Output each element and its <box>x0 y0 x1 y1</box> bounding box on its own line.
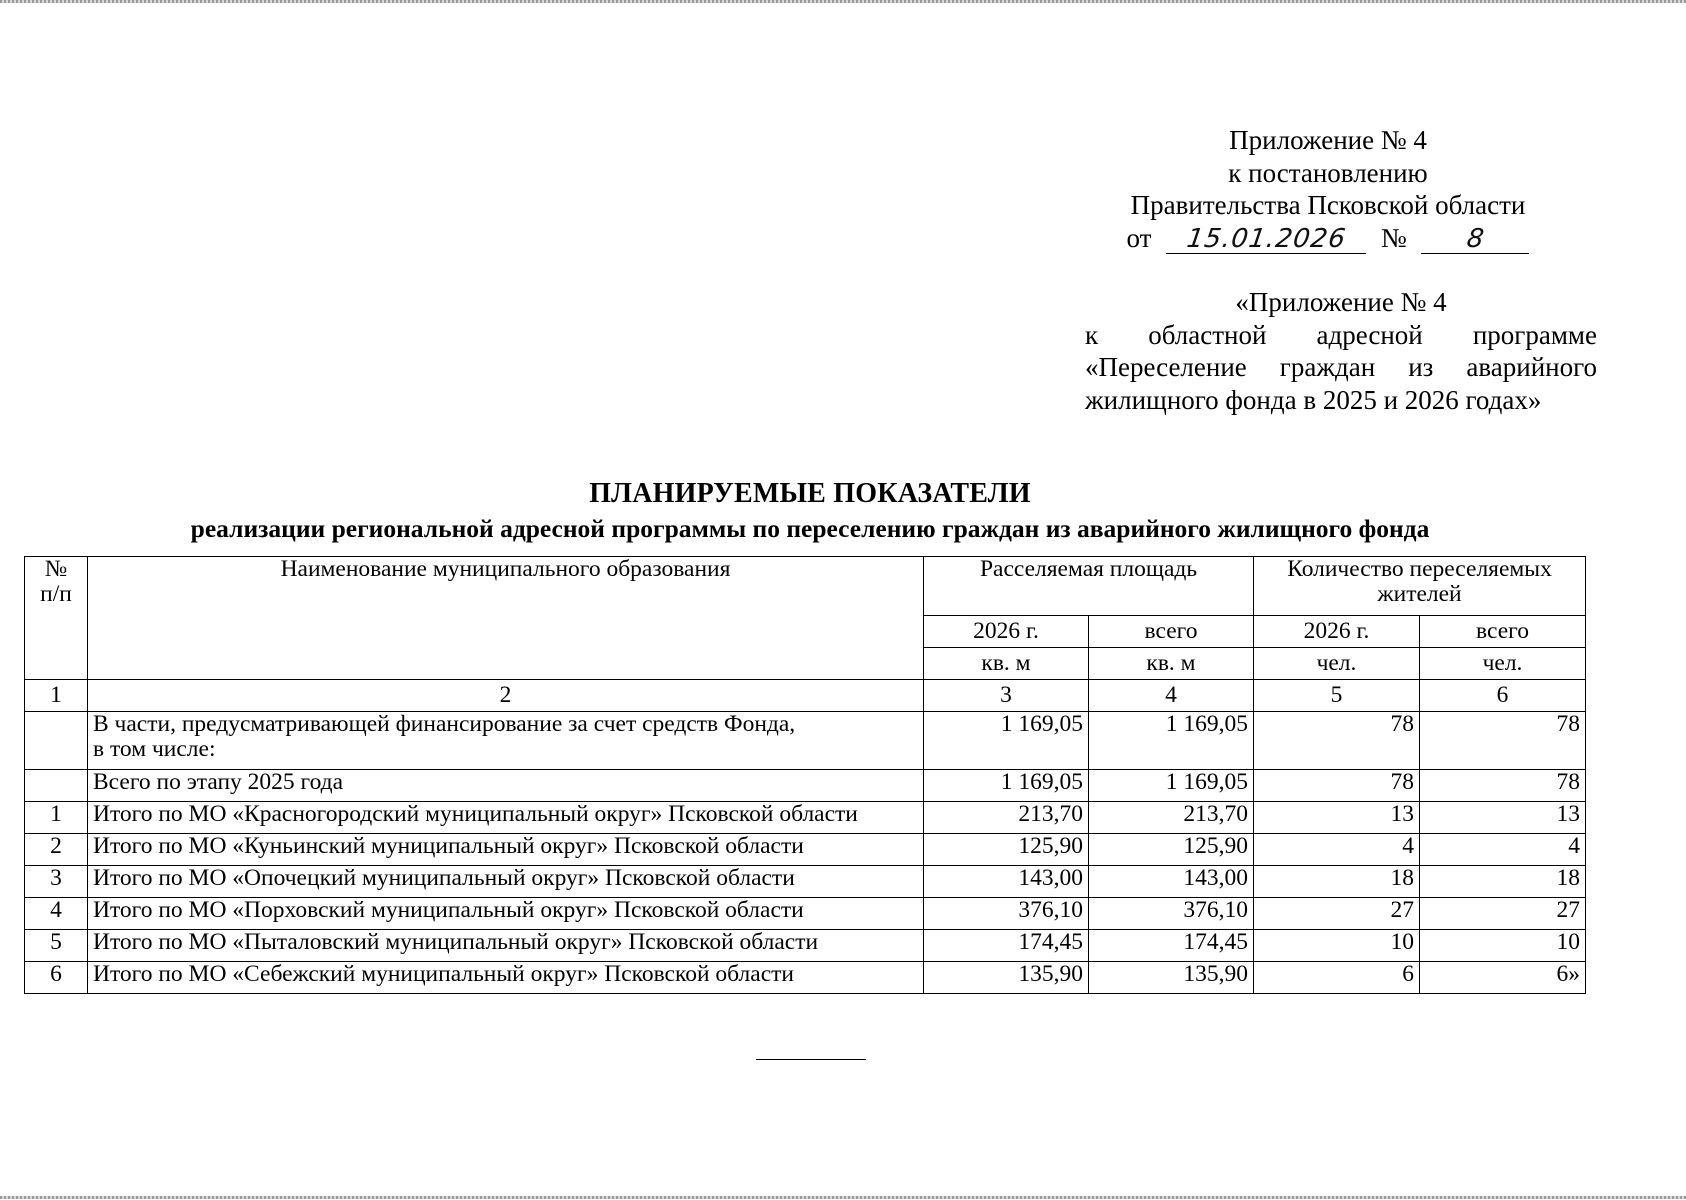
cell-people-year: 78 <box>1254 770 1420 802</box>
cell-area-year: 213,70 <box>924 802 1089 834</box>
cell-people-total: 13 <box>1420 802 1586 834</box>
approval-block <box>1108 124 1548 254</box>
document-subtitle: реализации региональной адресной программы по переселению граждан из аварийного жилищного фонда <box>190 514 1430 543</box>
table-row <box>25 898 1586 930</box>
document-title: ПЛАНИРУЕМЫЕ ПОКАЗАТЕЛИ <box>589 478 1031 509</box>
column-index: 4 <box>1089 680 1254 712</box>
table-row <box>25 834 1586 866</box>
column-index: 1 <box>25 680 88 712</box>
unit-people-total: чел. <box>1420 648 1586 680</box>
column-index: 2 <box>88 680 924 712</box>
unit-people-year: чел. <box>1254 648 1420 680</box>
number-blank <box>1421 223 1529 254</box>
cell-num: 6 <box>25 962 88 994</box>
cell-people-total: 78 <box>1420 712 1586 770</box>
cell-name: Итого по МО «Опочецкий муниципальный округ» Псковской области <box>88 866 924 898</box>
table-row <box>25 962 1586 994</box>
handwritten-number: 8 <box>1464 223 1487 254</box>
cell-people-year: 6 <box>1254 962 1420 994</box>
header-residents-group: Количество переселяемых жителей <box>1254 557 1586 616</box>
cell-people-total: 10 <box>1420 930 1586 962</box>
approval-line-1: Приложение № 4 <box>1229 125 1427 155</box>
cell-area-total: 125,90 <box>1089 834 1254 866</box>
unit-area-year: кв. м <box>924 648 1089 680</box>
cell-area-year: 135,90 <box>924 962 1089 994</box>
cell-num: 4 <box>25 898 88 930</box>
cell-name: Итого по МО «Куньинский муниципальный округ» Псковской области <box>88 834 924 866</box>
cell-people-year: 4 <box>1254 834 1420 866</box>
table-row <box>25 712 1586 770</box>
number-prefix: № <box>1380 222 1407 253</box>
header-area-total: всего <box>1089 616 1254 648</box>
cell-num: 3 <box>25 866 88 898</box>
header-area-group: Расселяемая площадь <box>924 557 1254 616</box>
scan-edge-bottom <box>0 1196 1686 1199</box>
unit-area-total: кв. м <box>1089 648 1254 680</box>
cell-num <box>25 770 88 802</box>
cell-name: Всего по этапу 2025 года <box>88 770 924 802</box>
cell-name: Итого по МО «Красногородский муниципальный округ» Псковской области <box>88 802 924 834</box>
cell-area-total: 1 169,05 <box>1089 770 1254 802</box>
program-line-2: к областной адресной программе <box>1085 319 1597 350</box>
cell-num: 5 <box>25 930 88 962</box>
column-index: 6 <box>1420 680 1586 712</box>
approval-date-number-line <box>1108 222 1548 255</box>
cell-name: Итого по МО «Себежский муниципальный округ» Псковской области <box>88 962 924 994</box>
cell-people-total: 78 <box>1420 770 1586 802</box>
handwritten-date: 15.01.2026 <box>1184 223 1348 254</box>
cell-people-total: 6» <box>1420 962 1586 994</box>
header-people-year: 2026 г. <box>1254 616 1420 648</box>
cell-name: Итого по МО «Пыталовский муниципальный округ» Псковской области <box>88 930 924 962</box>
cell-people-year: 10 <box>1254 930 1420 962</box>
cell-people-year: 78 <box>1254 712 1420 770</box>
table-row <box>25 770 1586 802</box>
header-name: Наименование муниципального образования <box>88 557 924 680</box>
program-line-4: жилищного фонда в 2025 и 2026 годах» <box>1085 384 1542 415</box>
cell-name: Итого по МО «Порховский муниципальный округ» Псковской области <box>88 898 924 930</box>
table-row <box>25 930 1586 962</box>
cell-area-year: 174,45 <box>924 930 1089 962</box>
header-num: № п/п <box>25 557 88 680</box>
cell-people-total: 27 <box>1420 898 1586 930</box>
cell-people-year: 13 <box>1254 802 1420 834</box>
header-people-total: всего <box>1420 616 1586 648</box>
closing-rule <box>756 1059 866 1060</box>
program-line-3: «Переселение граждан из аварийного <box>1085 352 1597 382</box>
table-row <box>25 866 1586 898</box>
cell-area-year: 143,00 <box>924 866 1089 898</box>
program-reference-block <box>1085 286 1597 416</box>
cell-area-year: 1 169,05 <box>924 770 1089 802</box>
cell-area-total: 376,10 <box>1089 898 1254 930</box>
cell-area-total: 135,90 <box>1089 962 1254 994</box>
cell-num: 2 <box>25 834 88 866</box>
cell-area-year: 125,90 <box>924 834 1089 866</box>
cell-area-year: 1 169,05 <box>924 712 1089 770</box>
date-prefix: от <box>1126 222 1152 253</box>
indicators-table <box>24 556 1586 994</box>
cell-area-total: 174,45 <box>1089 930 1254 962</box>
cell-area-total: 1 169,05 <box>1089 712 1254 770</box>
cell-people-year: 18 <box>1254 866 1420 898</box>
cell-people-total: 4 <box>1420 834 1586 866</box>
program-line-1: «Приложение № 4 <box>1235 287 1447 317</box>
cell-num: 1 <box>25 802 88 834</box>
cell-people-year: 27 <box>1254 898 1420 930</box>
cell-num <box>25 712 88 770</box>
table-row <box>25 802 1586 834</box>
header-area-year: 2026 г. <box>924 616 1089 648</box>
date-blank <box>1166 223 1366 254</box>
cell-name: В части, предусматривающей финансирование за счет средств Фонда, в том числе: <box>88 712 924 770</box>
cell-people-total: 18 <box>1420 866 1586 898</box>
approval-line-2: к постановлению <box>1228 157 1428 188</box>
cell-area-year: 376,10 <box>924 898 1089 930</box>
column-index: 5 <box>1254 680 1420 712</box>
approval-line-3: Правительства Псковской области <box>1130 190 1526 220</box>
scan-edge-top <box>0 0 1686 3</box>
cell-area-total: 143,00 <box>1089 866 1254 898</box>
column-index: 3 <box>924 680 1089 712</box>
cell-area-total: 213,70 <box>1089 802 1254 834</box>
